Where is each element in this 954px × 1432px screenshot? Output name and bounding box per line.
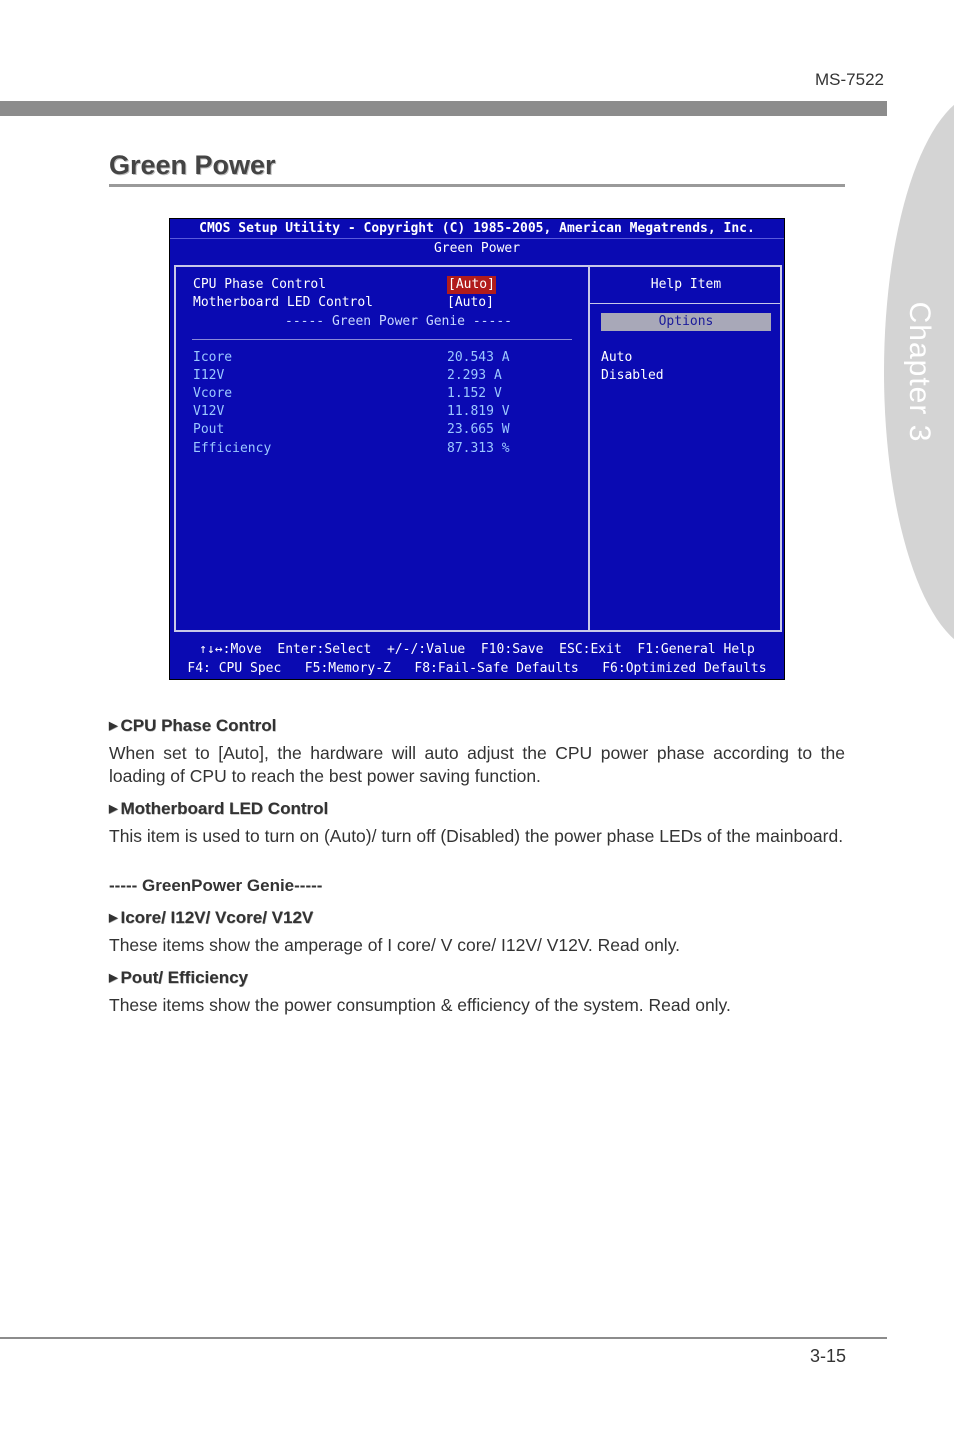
reading-label: V12V (193, 404, 225, 419)
triangle-bullet-icon: ▶ (109, 972, 118, 984)
item-description: These items show the power consumption & efficiency of the system. Read only. (109, 995, 731, 1015)
section-title: Green Power (109, 150, 276, 180)
reading-value: 2.293 A (447, 368, 502, 383)
genie-label: ----- Green Power Genie ----- (285, 314, 512, 329)
triangle-bullet-icon: ▶ (109, 912, 118, 924)
item-heading-pout (109, 968, 248, 988)
bios-subtitle: Green Power (433, 241, 521, 256)
item-heading-led-control (109, 799, 328, 819)
reading-row (193, 385, 502, 403)
reading-label: Icore (193, 350, 233, 365)
reading-row (193, 440, 510, 458)
setting-row-led-control[interactable] (193, 294, 494, 312)
header-bar (0, 101, 887, 116)
item-heading-text: Motherboard LED Control (120, 799, 329, 818)
model-number: MS-7522 (815, 70, 884, 89)
reading-label: I12V (193, 368, 225, 383)
setting-value[interactable]: [Auto] (447, 295, 494, 310)
help-divider (590, 303, 782, 304)
setting-row-cpu-phase[interactable] (193, 276, 495, 294)
reading-value: 11.819 V (447, 404, 510, 419)
title-divider (109, 184, 845, 187)
item-heading-readings (109, 908, 313, 928)
reading-value: 87.313 % (447, 441, 510, 456)
reading-row (193, 349, 510, 367)
triangle-bullet-icon: ▶ (109, 803, 118, 815)
reading-row (193, 421, 510, 439)
bios-footer-functions: F4: CPU Spec F5:Memory-Z F8:Fail-Safe Defaults F6:Optimized Defaults (187, 661, 767, 676)
item-description: These items show the amperage of I core/ V core/ I12V/ V12V. Read only. (109, 935, 681, 955)
setting-label: CPU Phase Control (193, 277, 327, 292)
chapter-tab-label: Chapter 3 (903, 301, 936, 443)
item-heading-text: Pout/ Efficiency (120, 968, 248, 987)
setting-value[interactable]: [Auto] (448, 277, 495, 292)
item-description: When set to [Auto], the hardware will auto adjust the CPU power phase according to the loading of CPU to reach the best power saving function. (109, 743, 845, 786)
page-number: 3-15 (809, 1346, 846, 1366)
item-heading-text: CPU Phase Control (120, 716, 277, 735)
bios-title: CMOS Setup Utility - Copyright (C) 1985-2005, American Megatrends, Inc. (170, 219, 784, 239)
chapter-tab (884, 92, 954, 652)
reading-value: 20.543 A (447, 350, 510, 365)
options-bar: Options (601, 313, 771, 331)
bios-screenshot (169, 218, 785, 680)
option-auto[interactable]: Auto (601, 350, 633, 365)
bios-footer-keys: ↑↓↔:Move Enter:Select +/-/:Value F10:Save ESC:Exit F1:General Help (199, 642, 755, 657)
reading-value: 1.152 V (447, 386, 502, 401)
item-heading-text: Icore/ I12V/ Vcore/ V12V (120, 908, 314, 927)
option-disabled[interactable]: Disabled (601, 368, 664, 383)
setting-label: Motherboard LED Control (193, 295, 374, 310)
reading-row (193, 403, 510, 421)
reading-value: 23.665 W (447, 422, 510, 437)
reading-label: Vcore (193, 386, 233, 401)
reading-label: Efficiency (193, 441, 272, 456)
genie-heading: ----- GreenPower Genie----- (109, 876, 323, 895)
reading-row (193, 367, 502, 385)
help-title: Help Item (650, 277, 722, 292)
item-description: This item is used to turn on (Auto)/ turn off (Disabled) the power phase LEDs of the mainboard. (109, 826, 844, 846)
bios-divider (588, 265, 590, 632)
reading-label: Pout (193, 422, 225, 437)
triangle-bullet-icon: ▶ (109, 720, 118, 732)
item-heading-cpu-phase (109, 716, 276, 736)
genie-divider (192, 339, 572, 340)
footer-divider (0, 1337, 887, 1339)
